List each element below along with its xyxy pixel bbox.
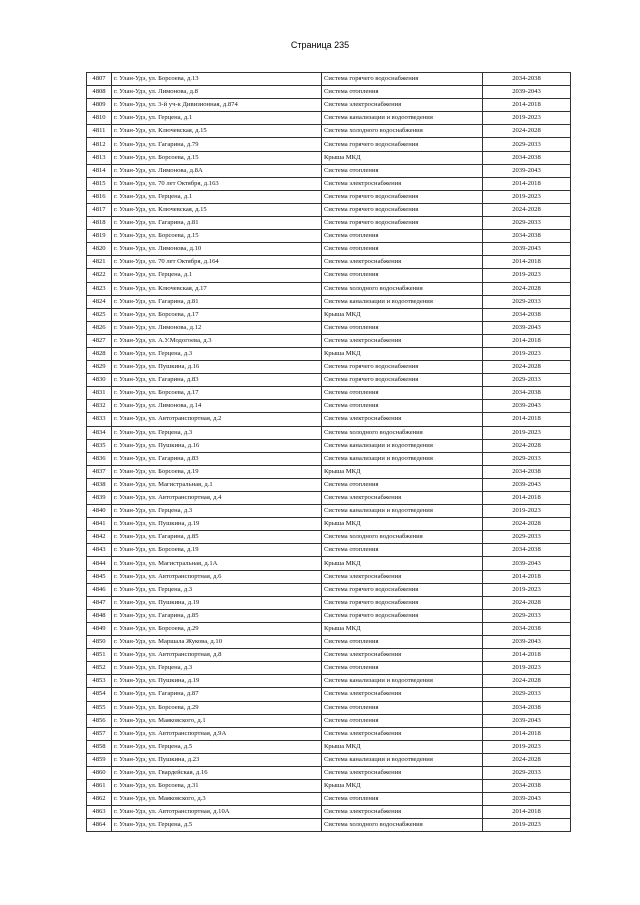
address-cell: г. Улан-Удэ, ул. Гагарина, д.85 bbox=[112, 531, 322, 544]
period-cell: 2019-2023 bbox=[483, 112, 571, 125]
row-number-cell: 4811 bbox=[87, 125, 112, 138]
row-number-cell: 4852 bbox=[87, 662, 112, 675]
table-row bbox=[87, 151, 571, 164]
system-cell: Система холодного водоснабжения bbox=[322, 819, 483, 832]
system-cell: Система электроснабжения bbox=[322, 766, 483, 779]
address-cell: г. Улан-Удэ, ул. Герцена, д.1 bbox=[112, 190, 322, 203]
address-cell: г. Улан-Удэ, ул. Борсоева, д.29 bbox=[112, 622, 322, 635]
system-cell: Крыша МКД bbox=[322, 308, 483, 321]
table-row bbox=[87, 544, 571, 557]
address-cell: г. Улан-Удэ, ул. Герцена, д.1 bbox=[112, 112, 322, 125]
row-number-cell: 4827 bbox=[87, 334, 112, 347]
system-cell: Система канализации и водоотведения bbox=[322, 675, 483, 688]
address-cell: г. Улан-Удэ, ул. Борсоева, д.19 bbox=[112, 544, 322, 557]
system-cell: Система холодного водоснабжения bbox=[322, 125, 483, 138]
table-row bbox=[87, 583, 571, 596]
period-cell: 2024-2028 bbox=[483, 518, 571, 531]
period-cell: 2024-2028 bbox=[483, 203, 571, 216]
period-cell: 2019-2023 bbox=[483, 190, 571, 203]
table-body bbox=[87, 73, 571, 832]
address-cell: г. Улан-Удэ, ул. Пушкина, д.16 bbox=[112, 439, 322, 452]
address-cell: г. Улан-Удэ, ул. Герцена, д.1 bbox=[112, 269, 322, 282]
row-number-cell: 4824 bbox=[87, 295, 112, 308]
table-row bbox=[87, 780, 571, 793]
system-cell: Система электроснабжения bbox=[322, 688, 483, 701]
row-number-cell: 4857 bbox=[87, 727, 112, 740]
row-number-cell: 4855 bbox=[87, 701, 112, 714]
period-cell: 2024-2028 bbox=[483, 361, 571, 374]
period-cell: 2039-2043 bbox=[483, 478, 571, 491]
system-cell: Система отопления bbox=[322, 793, 483, 806]
table-row bbox=[87, 701, 571, 714]
system-cell: Система горячего водоснабжения bbox=[322, 73, 483, 86]
row-number-cell: 4833 bbox=[87, 413, 112, 426]
row-number-cell: 4829 bbox=[87, 361, 112, 374]
row-number-cell: 4810 bbox=[87, 112, 112, 125]
system-cell: Система отопления bbox=[322, 544, 483, 557]
row-number-cell: 4807 bbox=[87, 73, 112, 86]
system-cell: Система холодного водоснабжения bbox=[322, 426, 483, 439]
table-row bbox=[87, 177, 571, 190]
table-row bbox=[87, 347, 571, 360]
row-number-cell: 4846 bbox=[87, 583, 112, 596]
period-cell: 2039-2043 bbox=[483, 636, 571, 649]
system-cell: Крыша МКД bbox=[322, 780, 483, 793]
table-row bbox=[87, 295, 571, 308]
table-row bbox=[87, 793, 571, 806]
system-cell: Система канализации и водоотведения bbox=[322, 452, 483, 465]
system-cell: Система горячего водоснабжения bbox=[322, 361, 483, 374]
table-row bbox=[87, 138, 571, 151]
period-cell: 2029-2033 bbox=[483, 217, 571, 230]
address-cell: г. Улан-Удэ, ул. Пушкина, д.23 bbox=[112, 753, 322, 766]
period-cell: 2039-2043 bbox=[483, 793, 571, 806]
address-cell: г. Улан-Удэ, ул. Пушкина, д.19 bbox=[112, 596, 322, 609]
table-row bbox=[87, 465, 571, 478]
period-cell: 2014-2018 bbox=[483, 334, 571, 347]
period-cell: 2019-2023 bbox=[483, 662, 571, 675]
table-row bbox=[87, 269, 571, 282]
address-cell: г. Улан-Удэ, ул. Гагарина, д.83 bbox=[112, 452, 322, 465]
row-number-cell: 4837 bbox=[87, 465, 112, 478]
table-row bbox=[87, 609, 571, 622]
address-cell: г. Улан-Удэ, ул. Автотранспортная, д.2 bbox=[112, 413, 322, 426]
system-cell: Система электроснабжения bbox=[322, 727, 483, 740]
table-row bbox=[87, 256, 571, 269]
period-cell: 2019-2023 bbox=[483, 269, 571, 282]
address-cell: г. Улан-Удэ, ул. Маяковского, д.1 bbox=[112, 714, 322, 727]
system-cell: Система электроснабжения bbox=[322, 806, 483, 819]
address-cell: г. Улан-Удэ, ул. Герцена, д.5 bbox=[112, 819, 322, 832]
address-cell: г. Улан-Удэ, ул. Ключевская, д.15 bbox=[112, 203, 322, 216]
table-row bbox=[87, 387, 571, 400]
address-cell: г. Улан-Удэ, ул. Лимонова, д.8А bbox=[112, 164, 322, 177]
address-cell: г. Улан-Удэ, ул. Пушкина, д.19 bbox=[112, 675, 322, 688]
address-cell: г. Улан-Удэ, ул. Гагарина, д.81 bbox=[112, 295, 322, 308]
address-cell: г. Улан-Удэ, ул. Герцена, д.3 bbox=[112, 426, 322, 439]
address-cell: г. Улан-Удэ, ул. Борсоева, д.31 bbox=[112, 780, 322, 793]
row-number-cell: 4845 bbox=[87, 570, 112, 583]
address-cell: г. Улан-Удэ, ул. Борсоева, д.15 bbox=[112, 151, 322, 164]
system-cell: Система электроснабжения bbox=[322, 570, 483, 583]
period-cell: 2029-2033 bbox=[483, 138, 571, 151]
work-schedule-table bbox=[86, 72, 571, 832]
address-cell: г. Улан-Удэ, ул. Ключевская, д.17 bbox=[112, 282, 322, 295]
row-number-cell: 4825 bbox=[87, 308, 112, 321]
table-row bbox=[87, 753, 571, 766]
address-cell: г. Улан-Удэ, ул. Автотранспортная, д.9А bbox=[112, 727, 322, 740]
row-number-cell: 4854 bbox=[87, 688, 112, 701]
row-number-cell: 4831 bbox=[87, 387, 112, 400]
system-cell: Система холодного водоснабжения bbox=[322, 531, 483, 544]
system-cell: Система канализации и водоотведения bbox=[322, 439, 483, 452]
table-row bbox=[87, 478, 571, 491]
table-row bbox=[87, 361, 571, 374]
period-cell: 2039-2043 bbox=[483, 164, 571, 177]
row-number-cell: 4862 bbox=[87, 793, 112, 806]
system-cell: Система электроснабжения bbox=[322, 492, 483, 505]
row-number-cell: 4812 bbox=[87, 138, 112, 151]
period-cell: 2014-2018 bbox=[483, 492, 571, 505]
system-cell: Крыша МКД bbox=[322, 622, 483, 635]
system-cell: Система электроснабжения bbox=[322, 256, 483, 269]
address-cell: г. Улан-Удэ, ул. А.У.Модогоева, д.3 bbox=[112, 334, 322, 347]
row-number-cell: 4847 bbox=[87, 596, 112, 609]
period-cell: 2034-2038 bbox=[483, 544, 571, 557]
period-cell: 2014-2018 bbox=[483, 413, 571, 426]
row-number-cell: 4828 bbox=[87, 347, 112, 360]
row-number-cell: 4813 bbox=[87, 151, 112, 164]
address-cell: г. Улан-Удэ, ул. Магистральная, д.1 bbox=[112, 478, 322, 491]
period-cell: 2014-2018 bbox=[483, 177, 571, 190]
address-cell: г. Улан-Удэ, ул. Автотранспортная, д.8 bbox=[112, 649, 322, 662]
period-cell: 2019-2023 bbox=[483, 740, 571, 753]
address-cell: г. Улан-Удэ, ул. Гвардейская, д.16 bbox=[112, 766, 322, 779]
address-cell: г. Улан-Удэ, ул. Автотранспортная, д.10А bbox=[112, 806, 322, 819]
system-cell: Система отопления bbox=[322, 636, 483, 649]
table-row bbox=[87, 806, 571, 819]
table-row bbox=[87, 505, 571, 518]
table-row bbox=[87, 374, 571, 387]
row-number-cell: 4839 bbox=[87, 492, 112, 505]
table-row bbox=[87, 86, 571, 99]
row-number-cell: 4858 bbox=[87, 740, 112, 753]
row-number-cell: 4844 bbox=[87, 557, 112, 570]
table-row bbox=[87, 766, 571, 779]
table-row bbox=[87, 675, 571, 688]
period-cell: 2039-2043 bbox=[483, 321, 571, 334]
address-cell: г. Улан-Удэ, ул. Автотранспортная, д.4 bbox=[112, 492, 322, 505]
table-row bbox=[87, 492, 571, 505]
period-cell: 2039-2043 bbox=[483, 86, 571, 99]
address-cell: г. Улан-Удэ, ул. Борсоева, д.15 bbox=[112, 230, 322, 243]
row-number-cell: 4815 bbox=[87, 177, 112, 190]
period-cell: 2034-2038 bbox=[483, 780, 571, 793]
row-number-cell: 4835 bbox=[87, 439, 112, 452]
address-cell: г. Улан-Удэ, ул. Ключевская, д.15 bbox=[112, 125, 322, 138]
address-cell: г. Улан-Удэ, ул. Лимонова, д.12 bbox=[112, 321, 322, 334]
system-cell: Система отопления bbox=[322, 86, 483, 99]
table-row bbox=[87, 99, 571, 112]
table-row bbox=[87, 596, 571, 609]
period-cell: 2019-2023 bbox=[483, 347, 571, 360]
address-cell: г. Улан-Удэ, ул. Гагарина, д.79 bbox=[112, 138, 322, 151]
row-number-cell: 4840 bbox=[87, 505, 112, 518]
address-cell: г. Улан-Удэ, ул. Борсоева, д.17 bbox=[112, 308, 322, 321]
period-cell: 2034-2038 bbox=[483, 230, 571, 243]
address-cell: г. Улан-Удэ, ул. 3-й уч-к Дивизионная, д.874 bbox=[112, 99, 322, 112]
table-row bbox=[87, 217, 571, 230]
row-number-cell: 4851 bbox=[87, 649, 112, 662]
period-cell: 2034-2038 bbox=[483, 73, 571, 86]
table-row bbox=[87, 190, 571, 203]
period-cell: 2019-2023 bbox=[483, 426, 571, 439]
address-cell: г. Улан-Удэ, ул. Герцена, д.5 bbox=[112, 740, 322, 753]
system-cell: Крыша МКД bbox=[322, 518, 483, 531]
row-number-cell: 4863 bbox=[87, 806, 112, 819]
address-cell: г. Улан-Удэ, ул. Гагарина, д.87 bbox=[112, 688, 322, 701]
period-cell: 2019-2023 bbox=[483, 505, 571, 518]
period-cell: 2034-2038 bbox=[483, 387, 571, 400]
system-cell: Система отопления bbox=[322, 478, 483, 491]
row-number-cell: 4808 bbox=[87, 86, 112, 99]
period-cell: 2024-2028 bbox=[483, 675, 571, 688]
system-cell: Система горячего водоснабжения bbox=[322, 609, 483, 622]
system-cell: Система отопления bbox=[322, 701, 483, 714]
period-cell: 2019-2023 bbox=[483, 819, 571, 832]
system-cell: Система электроснабжения bbox=[322, 99, 483, 112]
address-cell: г. Улан-Удэ, ул. Маяковского, д.3 bbox=[112, 793, 322, 806]
system-cell: Система канализации и водоотведения bbox=[322, 295, 483, 308]
row-number-cell: 4830 bbox=[87, 374, 112, 387]
period-cell: 2029-2033 bbox=[483, 688, 571, 701]
system-cell: Система отопления bbox=[322, 243, 483, 256]
table-row bbox=[87, 334, 571, 347]
row-number-cell: 4817 bbox=[87, 203, 112, 216]
row-number-cell: 4819 bbox=[87, 230, 112, 243]
table-row bbox=[87, 531, 571, 544]
system-cell: Система горячего водоснабжения bbox=[322, 203, 483, 216]
system-cell: Крыша МКД bbox=[322, 465, 483, 478]
period-cell: 2029-2033 bbox=[483, 766, 571, 779]
address-cell: г. Улан-Удэ, ул. Пушкина, д.16 bbox=[112, 361, 322, 374]
table-row bbox=[87, 308, 571, 321]
address-cell: г. Улан-Удэ, ул. Магистральная, д.1А bbox=[112, 557, 322, 570]
table-row bbox=[87, 203, 571, 216]
row-number-cell: 4842 bbox=[87, 531, 112, 544]
period-cell: 2014-2018 bbox=[483, 727, 571, 740]
period-cell: 2014-2018 bbox=[483, 806, 571, 819]
table-row bbox=[87, 714, 571, 727]
table-row bbox=[87, 688, 571, 701]
table-row bbox=[87, 662, 571, 675]
table-row bbox=[87, 452, 571, 465]
row-number-cell: 4848 bbox=[87, 609, 112, 622]
period-cell: 2024-2028 bbox=[483, 282, 571, 295]
page-number-header: Страница 235 bbox=[290, 40, 350, 50]
table-row bbox=[87, 622, 571, 635]
row-number-cell: 4856 bbox=[87, 714, 112, 727]
table-row bbox=[87, 727, 571, 740]
table-row bbox=[87, 740, 571, 753]
address-cell: г. Улан-Удэ, ул. Автотранспортная, д.6 bbox=[112, 570, 322, 583]
period-cell: 2014-2018 bbox=[483, 99, 571, 112]
period-cell: 2014-2018 bbox=[483, 649, 571, 662]
system-cell: Система горячего водоснабжения bbox=[322, 138, 483, 151]
system-cell: Система электроснабжения bbox=[322, 649, 483, 662]
period-cell: 2039-2043 bbox=[483, 557, 571, 570]
row-number-cell: 4841 bbox=[87, 518, 112, 531]
table-row bbox=[87, 439, 571, 452]
address-cell: г. Улан-Удэ, ул. Гагарина, д.85 bbox=[112, 609, 322, 622]
period-cell: 2039-2043 bbox=[483, 243, 571, 256]
address-cell: г. Улан-Удэ, ул. Лимонова, д.8 bbox=[112, 86, 322, 99]
system-cell: Система горячего водоснабжения bbox=[322, 374, 483, 387]
period-cell: 2034-2038 bbox=[483, 465, 571, 478]
system-cell: Система отопления bbox=[322, 321, 483, 334]
period-cell: 2029-2033 bbox=[483, 295, 571, 308]
period-cell: 2024-2028 bbox=[483, 596, 571, 609]
address-cell: г. Улан-Удэ, ул. 70 лет Октября, д.163 bbox=[112, 177, 322, 190]
system-cell: Система отопления bbox=[322, 714, 483, 727]
row-number-cell: 4814 bbox=[87, 164, 112, 177]
row-number-cell: 4826 bbox=[87, 321, 112, 334]
system-cell: Крыша МКД bbox=[322, 557, 483, 570]
row-number-cell: 4853 bbox=[87, 675, 112, 688]
table-row bbox=[87, 518, 571, 531]
system-cell: Система канализации и водоотведения bbox=[322, 753, 483, 766]
period-cell: 2019-2023 bbox=[483, 583, 571, 596]
table-row bbox=[87, 112, 571, 125]
table-row bbox=[87, 243, 571, 256]
table-row bbox=[87, 321, 571, 334]
system-cell: Система горячего водоснабжения bbox=[322, 190, 483, 203]
row-number-cell: 4849 bbox=[87, 622, 112, 635]
row-number-cell: 4836 bbox=[87, 452, 112, 465]
row-number-cell: 4823 bbox=[87, 282, 112, 295]
period-cell: 2034-2038 bbox=[483, 308, 571, 321]
system-cell: Система отопления bbox=[322, 387, 483, 400]
row-number-cell: 4834 bbox=[87, 426, 112, 439]
address-cell: г. Улан-Удэ, ул. Борсоева, д.13 bbox=[112, 73, 322, 86]
period-cell: 2039-2043 bbox=[483, 400, 571, 413]
row-number-cell: 4860 bbox=[87, 766, 112, 779]
system-cell: Крыша МКД bbox=[322, 740, 483, 753]
system-cell: Система горячего водоснабжения bbox=[322, 596, 483, 609]
period-cell: 2029-2033 bbox=[483, 374, 571, 387]
period-cell: 2014-2018 bbox=[483, 256, 571, 269]
address-cell: г. Улан-Удэ, ул. Маршала Жукова, д.10 bbox=[112, 636, 322, 649]
system-cell: Система холодного водоснабжения bbox=[322, 282, 483, 295]
table-row bbox=[87, 282, 571, 295]
table-row bbox=[87, 426, 571, 439]
address-cell: г. Улан-Удэ, ул. Борсоева, д.17 bbox=[112, 387, 322, 400]
row-number-cell: 4861 bbox=[87, 780, 112, 793]
row-number-cell: 4820 bbox=[87, 243, 112, 256]
system-cell: Система горячего водоснабжения bbox=[322, 583, 483, 596]
table-row bbox=[87, 649, 571, 662]
period-cell: 2034-2038 bbox=[483, 151, 571, 164]
system-cell: Система канализации и водоотведения bbox=[322, 505, 483, 518]
period-cell: 2014-2018 bbox=[483, 570, 571, 583]
system-cell: Система электроснабжения bbox=[322, 177, 483, 190]
period-cell: 2024-2028 bbox=[483, 753, 571, 766]
system-cell: Крыша МКД bbox=[322, 347, 483, 360]
period-cell: 2029-2033 bbox=[483, 531, 571, 544]
row-number-cell: 4838 bbox=[87, 478, 112, 491]
address-cell: г. Улан-Удэ, ул. Борсоева, д.29 bbox=[112, 701, 322, 714]
table-row bbox=[87, 819, 571, 832]
period-cell: 2024-2028 bbox=[483, 125, 571, 138]
table-row bbox=[87, 413, 571, 426]
address-cell: г. Улан-Удэ, ул. Герцена, д.3 bbox=[112, 505, 322, 518]
address-cell: г. Улан-Удэ, ул. Герцена, д.3 bbox=[112, 347, 322, 360]
row-number-cell: 4818 bbox=[87, 217, 112, 230]
row-number-cell: 4859 bbox=[87, 753, 112, 766]
row-number-cell: 4822 bbox=[87, 269, 112, 282]
period-cell: 2039-2043 bbox=[483, 714, 571, 727]
table-row bbox=[87, 125, 571, 138]
row-number-cell: 4816 bbox=[87, 190, 112, 203]
address-cell: г. Улан-Удэ, ул. Пушкина, д.19 bbox=[112, 518, 322, 531]
system-cell: Система канализации и водоотведения bbox=[322, 112, 483, 125]
period-cell: 2029-2033 bbox=[483, 609, 571, 622]
system-cell: Система отопления bbox=[322, 662, 483, 675]
row-number-cell: 4843 bbox=[87, 544, 112, 557]
address-cell: г. Улан-Удэ, ул. Гагарина, д.81 bbox=[112, 217, 322, 230]
system-cell: Система электроснабжения bbox=[322, 413, 483, 426]
system-cell: Система электроснабжения bbox=[322, 334, 483, 347]
row-number-cell: 4821 bbox=[87, 256, 112, 269]
address-cell: г. Улан-Удэ, ул. Лимонова, д.14 bbox=[112, 400, 322, 413]
system-cell: Крыша МКД bbox=[322, 151, 483, 164]
table-row bbox=[87, 636, 571, 649]
table-row bbox=[87, 557, 571, 570]
address-cell: г. Улан-Удэ, ул. Герцена, д.3 bbox=[112, 662, 322, 675]
address-cell: г. Улан-Удэ, ул. Гагарина, д.83 bbox=[112, 374, 322, 387]
table-row bbox=[87, 570, 571, 583]
system-cell: Система горячего водоснабжения bbox=[322, 217, 483, 230]
period-cell: 2034-2038 bbox=[483, 701, 571, 714]
system-cell: Система отопления bbox=[322, 400, 483, 413]
table-row bbox=[87, 73, 571, 86]
address-cell: г. Улан-Удэ, ул. Герцена, д.3 bbox=[112, 583, 322, 596]
table-row bbox=[87, 230, 571, 243]
address-cell: г. Улан-Удэ, ул. 70 лет Октября, д.164 bbox=[112, 256, 322, 269]
period-cell: 2029-2033 bbox=[483, 452, 571, 465]
table-row bbox=[87, 164, 571, 177]
system-cell: Система отопления bbox=[322, 269, 483, 282]
row-number-cell: 4832 bbox=[87, 400, 112, 413]
row-number-cell: 4809 bbox=[87, 99, 112, 112]
period-cell: 2034-2038 bbox=[483, 622, 571, 635]
address-cell: г. Улан-Удэ, ул. Лимонова, д.10 bbox=[112, 243, 322, 256]
row-number-cell: 4850 bbox=[87, 636, 112, 649]
row-number-cell: 4864 bbox=[87, 819, 112, 832]
table-row bbox=[87, 400, 571, 413]
system-cell: Система отопления bbox=[322, 230, 483, 243]
system-cell: Система отопления bbox=[322, 164, 483, 177]
address-cell: г. Улан-Удэ, ул. Борсоева, д.19 bbox=[112, 465, 322, 478]
period-cell: 2024-2028 bbox=[483, 439, 571, 452]
